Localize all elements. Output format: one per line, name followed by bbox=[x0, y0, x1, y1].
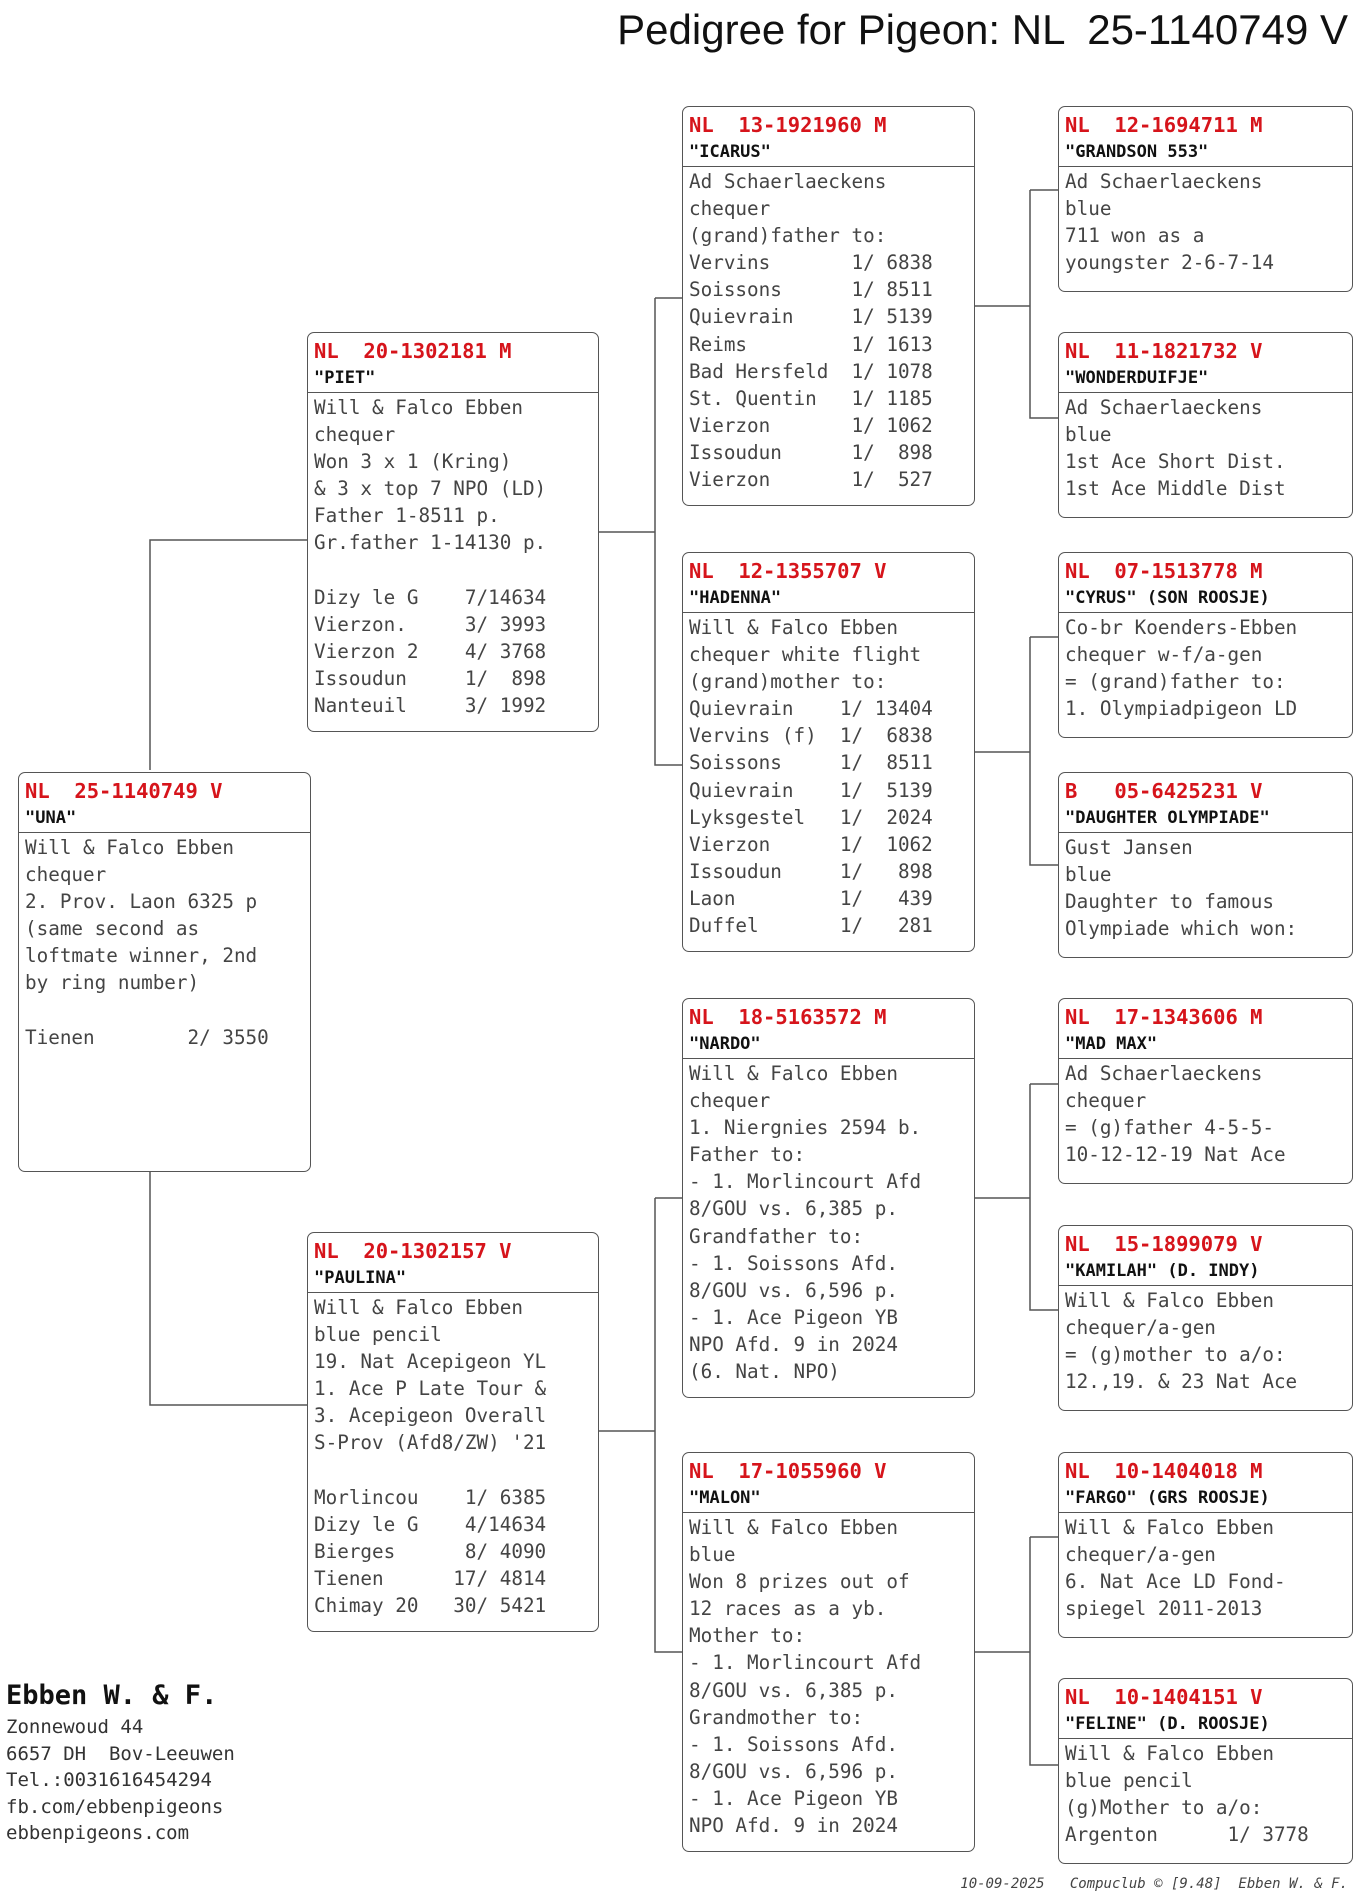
pigeon-details bbox=[308, 393, 598, 719]
detail-line: - 1. Soissons Afd. bbox=[689, 1251, 898, 1275]
detail-line: Issoudun 1/ 898 bbox=[314, 666, 547, 690]
detail-line: (grand)father to: bbox=[689, 224, 887, 248]
grandfather-maternal-card bbox=[682, 998, 975, 1398]
pigeon-details bbox=[1059, 1513, 1352, 1622]
detail-line: 1. Ace P Late Tour & bbox=[314, 1377, 547, 1401]
pigeon-name: "PAULINA" bbox=[308, 1265, 598, 1293]
detail-line: Quievrain 1/ 5139 bbox=[689, 305, 933, 329]
detail-line: chequer/a-gen bbox=[1065, 1543, 1216, 1567]
pigeon-details bbox=[1059, 1286, 1352, 1395]
detail-line: (g)Mother to a/o: bbox=[1065, 1796, 1263, 1820]
pigeon-name: "DAUGHTER OLYMPIADE" bbox=[1059, 805, 1352, 833]
detail-line: Vierzon 2 4/ 3768 bbox=[314, 639, 547, 663]
detail-line: Father 1-8511 p. bbox=[314, 504, 500, 528]
detail-line: Tienen 2/ 3550 bbox=[25, 1025, 269, 1049]
detail-line: - 1. Morlincourt Afd bbox=[689, 1651, 922, 1675]
page-title: Pedigree for Pigeon: NL 25-1140749 V bbox=[617, 6, 1348, 53]
detail-line: Gust Jansen bbox=[1065, 836, 1193, 859]
detail-line: chequer white flight bbox=[689, 643, 922, 667]
detail-line: blue pencil bbox=[1065, 1769, 1193, 1793]
detail-line: loftmate winner, 2nd bbox=[25, 944, 258, 968]
detail-line: Won 8 prizes out of bbox=[689, 1570, 910, 1594]
detail-line: Co-br Koenders-Ebben bbox=[1065, 616, 1298, 639]
ring-number: NL 13-1921960 M bbox=[689, 113, 887, 137]
detail-line: 1. Niergnies 2594 b. bbox=[689, 1116, 922, 1140]
detail-line: Gr.father 1-14130 p. bbox=[314, 531, 547, 555]
detail-line: 711 won as a bbox=[1065, 224, 1205, 248]
detail-line: blue bbox=[1065, 197, 1112, 221]
detail-line: Ad Schaerlaeckens bbox=[1065, 170, 1263, 193]
pigeon-details bbox=[308, 1293, 598, 1619]
pigeon-name: "KAMILAH" (D. INDY) bbox=[1059, 1258, 1352, 1286]
detail-line: = (g)mother to a/o: bbox=[1065, 1343, 1286, 1367]
detail-line bbox=[314, 1457, 598, 1484]
detail-line: Will & Falco Ebben bbox=[1065, 1289, 1274, 1312]
detail-line: NPO Afd. 9 in 2024 bbox=[689, 1332, 898, 1356]
breeder-name: Ebben W. & F. bbox=[6, 1680, 218, 1711]
detail-line: - 1. Morlincourt Afd bbox=[689, 1170, 922, 1194]
ring-number: NL 25-1140749 V bbox=[25, 779, 223, 803]
ring-number: NL 10-1404018 M bbox=[1065, 1459, 1263, 1483]
pigeon-details bbox=[1059, 393, 1352, 502]
grandfather-paternal-card bbox=[682, 106, 975, 506]
breeder-website: ebbenpigeons.com bbox=[6, 1822, 190, 1845]
ring-number: NL 17-1055960 V bbox=[689, 1459, 887, 1483]
detail-line: chequer w-f/a-gen bbox=[1065, 643, 1263, 667]
detail-line: Grandfather to: bbox=[689, 1224, 864, 1248]
detail-line: 8/GOU vs. 6,385 p. bbox=[689, 1678, 898, 1702]
ring-number: NL 11-1821732 V bbox=[1065, 339, 1263, 363]
great-grandparent-mfm-card bbox=[1058, 1225, 1353, 1411]
breeder-info bbox=[6, 1678, 235, 1847]
detail-line: 8/GOU vs. 6,385 p. bbox=[689, 1197, 898, 1221]
pigeon-details bbox=[683, 1059, 974, 1385]
detail-line: = (g)father 4-5-5- bbox=[1065, 1116, 1274, 1140]
pigeon-details bbox=[1059, 613, 1352, 722]
breeder-phone: Tel.:0031616454294 bbox=[6, 1769, 212, 1792]
detail-line: Issoudun 1/ 898 bbox=[689, 859, 933, 883]
detail-line: Dizy le G 7/14634 bbox=[314, 585, 547, 609]
detail-line: Bierges 8/ 4090 bbox=[314, 1539, 547, 1563]
pigeon-name: "FELINE" (D. ROOSJE) bbox=[1059, 1711, 1352, 1739]
detail-line: Will & Falco Ebben bbox=[689, 616, 898, 639]
ring-number: NL 12-1355707 V bbox=[689, 559, 887, 583]
detail-line: Ad Schaerlaeckens bbox=[1065, 1062, 1263, 1085]
detail-line: Vierzon 1/ 1062 bbox=[689, 832, 933, 856]
detail-line: Dizy le G 4/14634 bbox=[314, 1512, 547, 1536]
ring-number: NL 10-1404151 V bbox=[1065, 1685, 1263, 1709]
detail-line: Morlincou 1/ 6385 bbox=[314, 1485, 547, 1509]
detail-line: blue bbox=[689, 1543, 736, 1567]
detail-line: chequer bbox=[1065, 1089, 1147, 1113]
detail-line: Will & Falco Ebben bbox=[689, 1516, 898, 1539]
detail-line: 12.,19. & 23 Nat Ace bbox=[1065, 1370, 1298, 1394]
detail-line: Quievrain 1/ 13404 bbox=[689, 697, 933, 721]
detail-line: NPO Afd. 9 in 2024 bbox=[689, 1814, 898, 1838]
detail-line: chequer bbox=[689, 1089, 771, 1113]
pigeon-name: "FARGO" (GRS ROOSJE) bbox=[1059, 1485, 1352, 1513]
detail-line: Nanteuil 3/ 1992 bbox=[314, 694, 547, 718]
detail-line: = (grand)father to: bbox=[1065, 670, 1286, 694]
ring-number: NL 20-1302157 V bbox=[314, 1239, 512, 1263]
detail-line: Will & Falco Ebben bbox=[1065, 1742, 1274, 1765]
detail-line: Chimay 20 30/ 5421 bbox=[314, 1594, 547, 1618]
detail-line: Soissons 1/ 8511 bbox=[689, 278, 933, 302]
detail-line: Will & Falco Ebben bbox=[314, 396, 523, 419]
detail-line: (same second as bbox=[25, 917, 200, 941]
detail-line: Ad Schaerlaeckens bbox=[1065, 396, 1263, 419]
detail-line bbox=[25, 997, 310, 1024]
detail-line: blue bbox=[1065, 863, 1112, 887]
ring-number: NL 15-1899079 V bbox=[1065, 1232, 1263, 1256]
detail-line: 8/GOU vs. 6,596 p. bbox=[689, 1759, 898, 1783]
detail-line: youngster 2-6-7-14 bbox=[1065, 251, 1274, 275]
ring-number: B 05-6425231 V bbox=[1065, 779, 1263, 803]
detail-line: 12 races as a yb. bbox=[689, 1597, 887, 1621]
pigeon-details bbox=[1059, 1739, 1352, 1848]
pigeon-name: "WONDERDUIFJE" bbox=[1059, 365, 1352, 393]
detail-line: Won 3 x 1 (Kring) bbox=[314, 450, 512, 474]
detail-line: spiegel 2011-2013 bbox=[1065, 1597, 1263, 1621]
detail-line: 2. Prov. Laon 6325 p bbox=[25, 890, 258, 914]
detail-line: Ad Schaerlaeckens bbox=[689, 170, 887, 193]
detail-line: 6. Nat Ace LD Fond- bbox=[1065, 1570, 1286, 1594]
ring-number: NL 12-1694711 M bbox=[1065, 113, 1263, 137]
detail-line: Will & Falco Ebben bbox=[1065, 1516, 1274, 1539]
detail-line: 1st Ace Middle Dist bbox=[1065, 477, 1286, 501]
detail-line: Vervins (f) 1/ 6838 bbox=[689, 724, 933, 748]
pigeon-name: "MAD MAX" bbox=[1059, 1031, 1352, 1059]
mother-card bbox=[307, 1232, 599, 1632]
detail-line: 19. Nat Acepigeon YL bbox=[314, 1350, 547, 1374]
detail-line: 3. Acepigeon Overall bbox=[314, 1404, 547, 1428]
subject-card bbox=[18, 772, 311, 1172]
pigeon-name: "CYRUS" (SON ROOSJE) bbox=[1059, 585, 1352, 613]
great-grandparent-ffm-card bbox=[1058, 332, 1353, 518]
great-grandparent-fmm-card bbox=[1058, 772, 1353, 958]
great-grandparent-mmm-card bbox=[1058, 1678, 1353, 1864]
breeder-facebook: fb.com/ebbenpigeons bbox=[6, 1795, 224, 1818]
detail-line: Will & Falco Ebben bbox=[314, 1296, 523, 1319]
ring-number: NL 20-1302181 M bbox=[314, 339, 512, 363]
detail-line: Tienen 17/ 4814 bbox=[314, 1566, 547, 1590]
detail-line: Soissons 1/ 8511 bbox=[689, 751, 933, 775]
pigeon-name: "NARDO" bbox=[683, 1031, 974, 1059]
pigeon-details bbox=[1059, 1059, 1352, 1168]
detail-line: 10-12-12-19 Nat Ace bbox=[1065, 1143, 1286, 1167]
ring-number: NL 18-5163572 M bbox=[689, 1005, 887, 1029]
detail-line: Mother to: bbox=[689, 1624, 806, 1648]
pigeon-details bbox=[683, 167, 974, 493]
detail-line: Grandmother to: bbox=[689, 1705, 864, 1729]
detail-line: Will & Falco Ebben bbox=[25, 836, 234, 859]
pigeon-details bbox=[683, 1513, 974, 1839]
great-grandparent-fmf-card bbox=[1058, 552, 1353, 738]
detail-line: 8/GOU vs. 6,596 p. bbox=[689, 1278, 898, 1302]
footer-credit: 10-09-2025 Compuclub © [9.48] Ebben W. & F. bbox=[960, 1876, 1348, 1892]
detail-line: Quievrain 1/ 5139 bbox=[689, 778, 933, 802]
detail-line: Vierzon 1/ 527 bbox=[689, 468, 933, 492]
father-card bbox=[307, 332, 599, 732]
detail-line: & 3 x top 7 NPO (LD) bbox=[314, 477, 547, 501]
pigeon-name: "MALON" bbox=[683, 1485, 974, 1513]
detail-line: (grand)mother to: bbox=[689, 670, 887, 694]
ring-number: NL 07-1513778 M bbox=[1065, 559, 1263, 583]
detail-line: blue pencil bbox=[314, 1323, 442, 1347]
pigeon-name: "ICARUS" bbox=[683, 139, 974, 167]
detail-line: by ring number) bbox=[25, 971, 200, 995]
pigeon-name: "UNA" bbox=[19, 805, 310, 833]
detail-line: chequer bbox=[25, 863, 107, 887]
detail-line: Lyksgestel 1/ 2024 bbox=[689, 805, 933, 829]
pigeon-details bbox=[683, 613, 974, 939]
detail-line: Vierzon 1/ 1062 bbox=[689, 413, 933, 437]
grandmother-maternal-card bbox=[682, 1452, 975, 1852]
detail-line: St. Quentin 1/ 1185 bbox=[689, 386, 933, 410]
detail-line: Issoudun 1/ 898 bbox=[689, 440, 933, 464]
detail-line: Vierzon. 3/ 3993 bbox=[314, 612, 547, 636]
pigeon-name: "GRANDSON 553" bbox=[1059, 139, 1352, 167]
detail-line: Daughter to famous bbox=[1065, 890, 1274, 914]
pigeon-details bbox=[1059, 833, 1352, 942]
detail-line: S-Prov (Afd8/ZW) '21 bbox=[314, 1431, 547, 1455]
pigeon-details bbox=[1059, 167, 1352, 276]
detail-line: Bad Hersfeld 1/ 1078 bbox=[689, 359, 933, 383]
detail-line: Vervins 1/ 6838 bbox=[689, 251, 933, 275]
pigeon-name: "PIET" bbox=[308, 365, 598, 393]
detail-line: (6. Nat. NPO) bbox=[689, 1360, 840, 1384]
great-grandparent-mff-card bbox=[1058, 998, 1353, 1184]
detail-line: Argenton 1/ 3778 bbox=[1065, 1823, 1309, 1847]
ring-number: NL 17-1343606 M bbox=[1065, 1005, 1263, 1029]
detail-line: chequer bbox=[314, 423, 396, 447]
grandmother-paternal-card bbox=[682, 552, 975, 952]
detail-line: 1st Ace Short Dist. bbox=[1065, 450, 1286, 474]
detail-line: - 1. Ace Pigeon YB bbox=[689, 1786, 898, 1810]
detail-line: - 1. Ace Pigeon YB bbox=[689, 1305, 898, 1329]
detail-line: Will & Falco Ebben bbox=[689, 1062, 898, 1085]
detail-line: Father to: bbox=[689, 1143, 806, 1167]
detail-line: chequer bbox=[689, 197, 771, 221]
detail-line: blue bbox=[1065, 423, 1112, 447]
detail-line bbox=[314, 557, 598, 584]
detail-line: Duffel 1/ 281 bbox=[689, 914, 933, 938]
detail-line: Laon 1/ 439 bbox=[689, 886, 933, 910]
detail-line: chequer/a-gen bbox=[1065, 1316, 1216, 1340]
detail-line: Olympiade which won: bbox=[1065, 917, 1298, 941]
great-grandparent-mmf-card bbox=[1058, 1452, 1353, 1638]
breeder-address: Zonnewoud 44 bbox=[6, 1716, 144, 1738]
detail-line: - 1. Soissons Afd. bbox=[689, 1732, 898, 1756]
detail-line: 1. Olympiadpigeon LD bbox=[1065, 697, 1298, 721]
pigeon-details bbox=[19, 833, 310, 1051]
detail-line: Reims 1/ 1613 bbox=[689, 332, 933, 356]
pigeon-name: "HADENNA" bbox=[683, 585, 974, 613]
breeder-city: 6657 DH Bov-Leeuwen bbox=[6, 1742, 235, 1765]
great-grandparent-fff-card bbox=[1058, 106, 1353, 292]
